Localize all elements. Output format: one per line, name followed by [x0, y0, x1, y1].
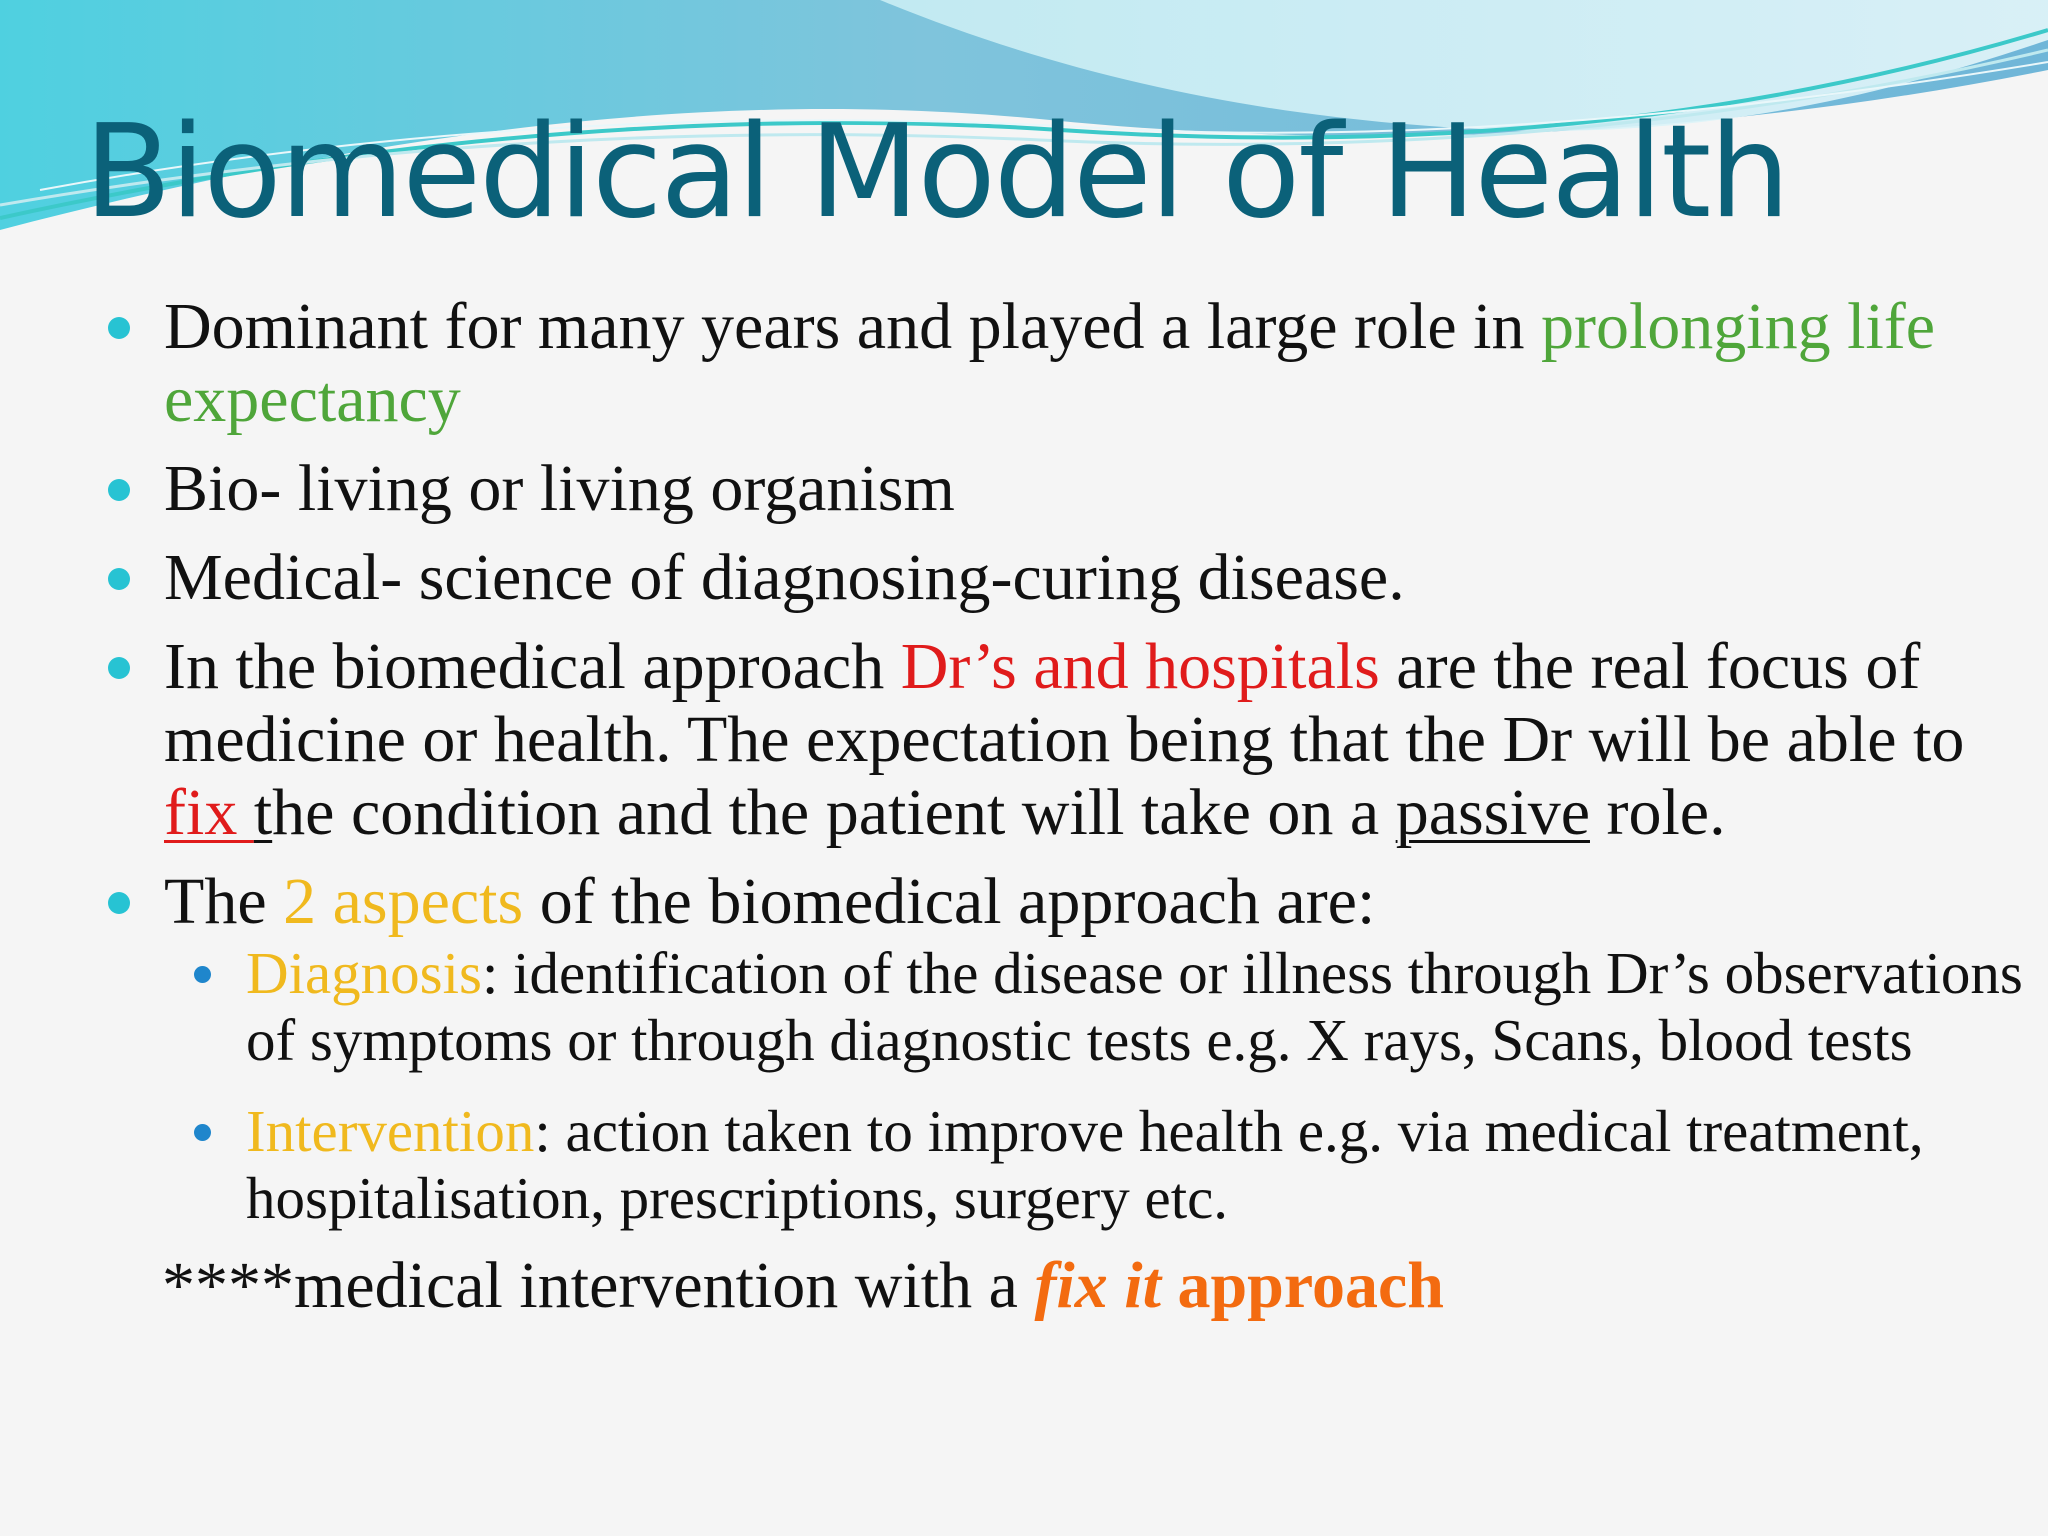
term-intervention: Intervention: [246, 1098, 535, 1164]
bullet-list: [104, 290, 2034, 1232]
highlight-2-aspects: 2 aspects: [283, 865, 524, 938]
highlight-prolonging-life-expectancy: prolonging life expectancy: [164, 290, 1936, 436]
bullet-text: Medical- science of diagnosing-curing disease.: [164, 541, 1405, 614]
term-diagnosis: Diagnosis: [246, 940, 482, 1006]
bullet-text: are the real focus of medicine or health. The expectation being that the Dr will be able to: [164, 630, 1965, 776]
bullet-text: The: [164, 865, 284, 938]
underlined-fix-tail: t: [253, 776, 273, 849]
bullet-text: Bio- living or living organism: [164, 452, 955, 525]
bullet-biomedical-approach: [104, 630, 2034, 849]
bullet-medical-definition: [104, 541, 2034, 614]
note-suffix: approach: [1160, 1249, 1444, 1322]
underlined-fix: fix: [164, 776, 254, 849]
bullet-bio-definition: [104, 452, 2034, 525]
bullet-dot-icon: [108, 317, 130, 339]
bullet-dot-icon: [108, 568, 130, 590]
bullet-dot-icon: [108, 657, 130, 679]
slide-title: Biomedical Model of Health: [84, 98, 1789, 247]
highlight-drs-and-hospitals: Dr’s and hospitals: [900, 630, 1380, 703]
bullet-two-aspects: [104, 865, 2034, 1232]
sub-bullet-dot-icon: [194, 1124, 211, 1141]
note-emphasis-fix-it: fix it: [1034, 1249, 1161, 1322]
bullet-text: In the biomedical approach: [164, 630, 901, 703]
bullet-text: of the biomedical approach are:: [523, 865, 1376, 938]
sub-bullet-text: : identification of the disease or illness through Dr’s observations of symptoms or through diagnostic tests e.g. X rays, Scans, blood tests: [246, 940, 2023, 1073]
bullet-dot-icon: [108, 892, 130, 914]
bullet-text: he condition and the patient will take on a: [272, 776, 1396, 849]
bullet-life-expectancy: [104, 290, 2034, 436]
note-prefix: ****medical intervention with a: [162, 1249, 1035, 1322]
sub-bullet-intervention: [106, 1098, 2034, 1232]
sub-bullet-text: : action taken to improve health e.g. via medical treatment, hospitalisation, prescriptions, surgery etc.: [246, 1098, 1924, 1231]
bullet-dot-icon: [108, 479, 130, 501]
sub-bullet-list: [164, 940, 2034, 1232]
sub-bullet-dot-icon: [194, 966, 211, 983]
bullet-text: role.: [1589, 776, 1726, 849]
slide-body: [104, 290, 2034, 1324]
underlined-passive: passive: [1395, 776, 1590, 849]
sub-bullet-diagnosis: [106, 940, 2034, 1074]
footnote-fix-it-approach: [104, 1248, 2034, 1324]
bullet-text: Dominant for many years and played a large role in: [164, 290, 1541, 363]
